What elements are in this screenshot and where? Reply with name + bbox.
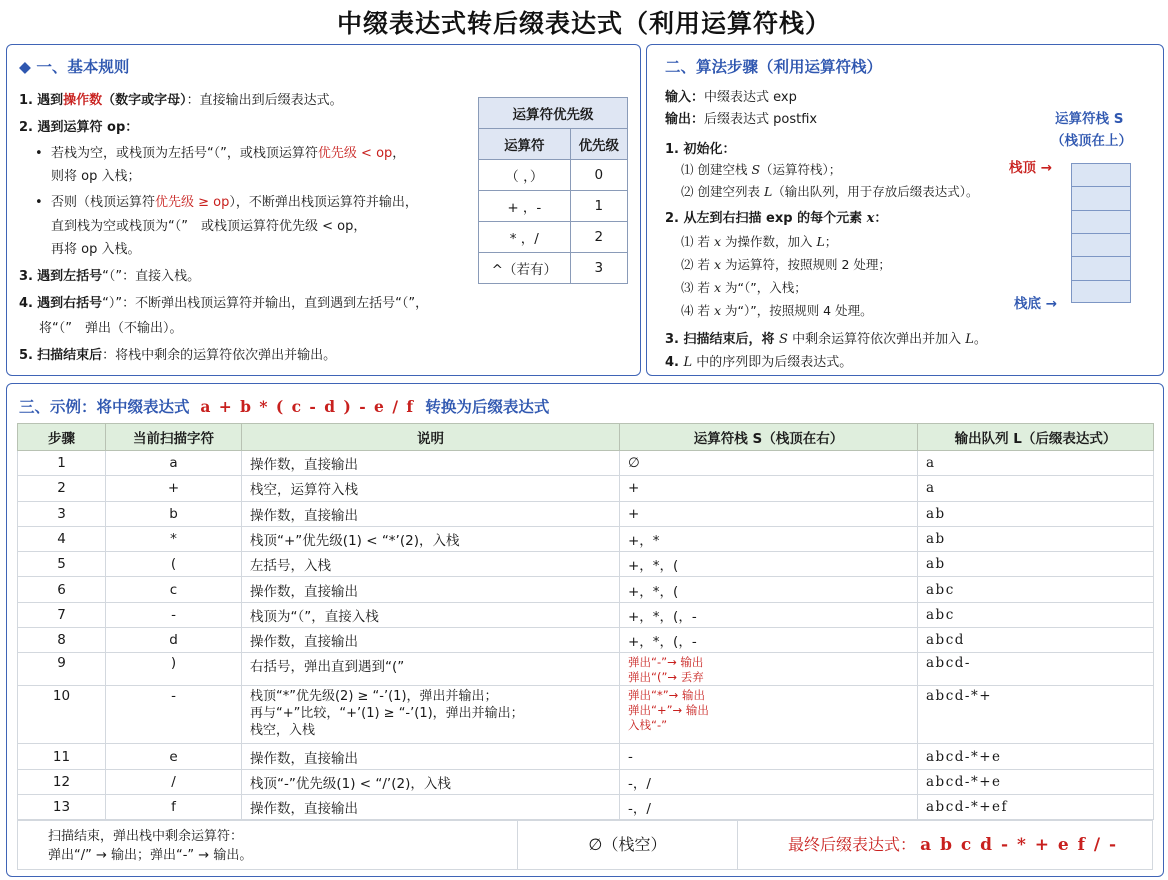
desc-line: 再与“+”比较，“+’(1) ≥ “-’(1)，弹出并输出； (250, 706, 524, 722)
rule-2-b2-line3: 再将 op 入栈。 (51, 242, 141, 257)
stack-cell: -，/ (620, 769, 918, 794)
rule-2-bullet-1 (35, 142, 405, 161)
step-1-1 (681, 160, 841, 178)
input-value: 中缀表达式 exp (704, 90, 797, 105)
desc-line: 栈顶“*”优先级(2) ≥ “-’(1)，弹出并输出； (250, 689, 498, 705)
header-step: 步骤 (18, 424, 106, 451)
stack-cell (620, 653, 918, 686)
step-1-1-tail: （运算符栈）； (760, 162, 842, 177)
stack-cell: -，/ (620, 794, 918, 819)
header-char: 当前扫描字符 (106, 424, 242, 451)
stack-slot (1072, 211, 1130, 234)
step-3-a: 3. 扫描结束后，将 (665, 332, 780, 347)
step-2-3 (681, 278, 807, 296)
rules-panel (6, 44, 641, 376)
step-4 (665, 351, 852, 370)
output-cell: a (918, 476, 1154, 501)
step-1: 1. 初始化： (665, 142, 736, 157)
table-row (18, 744, 1154, 769)
priority-header-operator: 运算符 (479, 129, 571, 160)
stack-top-label: 栈顶 → (1009, 160, 1053, 176)
char-cell: ) (106, 653, 242, 686)
var-s: S (751, 162, 761, 177)
stack-action: 弹出“+”→ 输出 (628, 703, 709, 718)
output-cell: ab (918, 501, 1154, 526)
desc-cell: 栈顶“-”优先级(1) < “/’(2)，入栈 (242, 769, 620, 794)
stack-cell: + (620, 476, 918, 501)
priority-level: 3 (570, 253, 627, 284)
stack-cell: + (620, 501, 918, 526)
desc-cell: 操作数，直接输出 (242, 628, 620, 653)
final-result-label: 最终后缀表达式： (788, 835, 917, 854)
desc-cell: 右括号，弹出直到遇到“(” (242, 653, 620, 686)
step-cell: 3 (18, 501, 106, 526)
priority-level: 1 (570, 191, 627, 222)
algorithm-input (665, 86, 797, 105)
stack-bottom-label: 栈底 → (1014, 296, 1058, 312)
desc-cell: 操作数，直接输出 (242, 577, 620, 602)
summary-line-1: 扫描结束，弹出栈中剩余运算符： (48, 829, 244, 844)
stack-action: 入栈“-” (628, 718, 668, 733)
output-cell: abcd-*+ (918, 686, 1154, 744)
table-row (18, 577, 1154, 602)
step-cell: 6 (18, 577, 106, 602)
step-4-c: 中的序列即为后缀表达式。 (692, 355, 853, 370)
stack-slot (1072, 234, 1130, 257)
stack-action: 弹出“*”→ 输出 (628, 688, 705, 703)
var-x: x (713, 303, 722, 318)
rule-2-b1-priority: 优先级 < op (317, 146, 393, 161)
output-cell: a (918, 451, 1154, 476)
rule-1 (19, 89, 343, 108)
table-row (18, 552, 1154, 577)
rule-5 (19, 344, 336, 363)
step-cell: 10 (18, 686, 106, 744)
rule-1-note: （数字或字母） (102, 93, 187, 108)
table-row (18, 794, 1154, 819)
step-2-3-a: ⑶ 若 (681, 280, 714, 295)
stack-cell: +，* (620, 526, 918, 551)
rule-5-text: ：将栈中剩余的运算符依次弹出并输出。 (102, 348, 337, 363)
rule-2-number: 2. (19, 120, 33, 135)
rule-2-bullet-2 (35, 191, 418, 210)
output-cell: abcd-*+ef (918, 794, 1154, 819)
step-2-1-c: 为操作数，加入 (721, 234, 817, 249)
example-expression: a + b * ( c - d ) - e / f (200, 397, 415, 416)
summary-row (17, 820, 1153, 870)
char-cell: e (106, 744, 242, 769)
stack-cell: +，*，( (620, 552, 918, 577)
rule-4-lead: 遇到右括号 (37, 296, 103, 311)
desc-line: 栈空，入栈 (250, 723, 316, 739)
char-cell: f (106, 794, 242, 819)
output-label: 输出： (665, 112, 705, 127)
stack-action: 弹出“-”→ 输出 (628, 655, 704, 670)
var-x: x (713, 234, 722, 249)
step-cell: 8 (18, 628, 106, 653)
step-3-c: 中剩余运算符依次弹出并加入 (787, 332, 966, 347)
var-x: x (866, 211, 875, 226)
table-row (18, 476, 1154, 501)
rule-1-number: 1. (19, 93, 33, 108)
stack-slot (1072, 187, 1130, 210)
var-s: S (779, 332, 788, 347)
stack-action: 弹出“(”→ 丢弃 (628, 670, 704, 685)
priority-table (478, 97, 628, 284)
rule-2-b1-line2: 则将 op 入栈； (51, 169, 141, 184)
priority-level: 0 (570, 160, 627, 191)
page-title: 中缀表达式转后缀表达式（利用运算符栈） (336, 9, 831, 38)
priority-operator: （ ，） (479, 160, 571, 191)
algorithm-output (665, 108, 817, 127)
rule-2-b2-text: 否则（栈顶运算符 (50, 195, 155, 210)
step-cell: 13 (18, 794, 106, 819)
char-cell: + (106, 476, 242, 501)
bullet-icon: • (35, 146, 43, 161)
table-row (18, 653, 1154, 686)
rules-heading: ◆ 一、基本规则 (19, 58, 130, 76)
header-stack: 运算符栈 S（栈顶在右） (620, 424, 918, 451)
step-cell: 1 (18, 451, 106, 476)
step-2-1 (681, 232, 837, 250)
table-row (18, 769, 1154, 794)
desc-cell: 栈空，运算符入栈 (242, 476, 620, 501)
rule-3-text: “（”：直接入栈。 (102, 269, 201, 284)
stack-cell: +，*，(，- (620, 602, 918, 627)
char-cell: ( (106, 552, 242, 577)
char-cell: - (106, 602, 242, 627)
rule-2-lead: 遇到运算符 op： (37, 120, 139, 135)
priority-row (479, 222, 628, 253)
step-3-e: 。 (973, 332, 987, 347)
header-desc: 说明 (242, 424, 620, 451)
rule-2-b2-line2: 直到栈为空或栈顶为“（” 或栈顶运算符优先级 < op， (51, 219, 367, 234)
rule-1-lead: 遇到 (37, 93, 64, 108)
stack-cell: - (620, 744, 918, 769)
step-3 (665, 328, 987, 347)
step-1-2 (681, 182, 979, 200)
rule-5-lead: 扫描结束后 (37, 348, 103, 363)
desc-cell: 操作数，直接输出 (242, 744, 620, 769)
char-cell: - (106, 686, 242, 744)
desc-cell: 操作数，直接输出 (242, 794, 620, 819)
table-row (18, 628, 1154, 653)
char-cell: c (106, 577, 242, 602)
final-result (738, 821, 1152, 869)
desc-cell: 操作数，直接输出 (242, 451, 620, 476)
output-cell: ab (918, 526, 1154, 551)
stack-slot (1072, 257, 1130, 280)
step-1-1-text: ⑴ 创建空栈 (681, 162, 752, 177)
stack-diagram (1071, 163, 1131, 303)
output-cell: abcd (918, 628, 1154, 653)
step-cell: 7 (18, 602, 106, 627)
example-table (17, 423, 1154, 820)
rule-5-number: 5. (19, 348, 33, 363)
step-cell: 9 (18, 653, 106, 686)
example-heading-b: 转换为后缀表达式 (425, 398, 550, 416)
priority-row (479, 253, 628, 284)
step-cell: 11 (18, 744, 106, 769)
rule-1-text: ：直接输出到后缀表达式。 (186, 93, 343, 108)
char-cell: * (106, 526, 242, 551)
rule-2-b2-priority: 优先级 ≥ op (154, 195, 230, 210)
priority-level: 2 (570, 222, 627, 253)
step-2-2-a: ⑵ 若 (681, 257, 714, 272)
stack-cell: +，*，(，- (620, 628, 918, 653)
desc-cell: 左括号，入栈 (242, 552, 620, 577)
priority-operator: + ，- (479, 191, 571, 222)
step-4-a: 4. (665, 355, 684, 370)
output-cell: ab (918, 552, 1154, 577)
char-cell: b (106, 501, 242, 526)
stack-title: 运算符栈 S (1055, 111, 1124, 127)
step-2-4 (681, 301, 873, 319)
example-panel (6, 383, 1164, 877)
rule-3-lead: 遇到左括号 (37, 269, 103, 284)
priority-table-caption: 运算符优先级 (479, 98, 628, 129)
priority-header-level: 优先级 (570, 129, 627, 160)
var-l: L (763, 184, 773, 199)
step-2-4-c: 为“）”，按照规则 4 处理。 (721, 303, 873, 318)
step-2-1-a: ⑴ 若 (681, 234, 714, 249)
empty-stack-label: ∅（栈空） (518, 821, 738, 869)
priority-row (479, 160, 628, 191)
rule-2-b1-tail: ， (392, 146, 406, 161)
step-cell: 5 (18, 552, 106, 577)
table-row (18, 501, 1154, 526)
stack-cell (620, 686, 918, 744)
priority-row (479, 191, 628, 222)
output-cell: abcd-*+e (918, 769, 1154, 794)
input-label: 输入： (665, 90, 705, 105)
final-result-value: a b c d - * + e f / - (920, 835, 1118, 855)
rule-3 (19, 265, 200, 284)
algorithm-panel (646, 44, 1164, 376)
step-2-1-e: ； (824, 234, 838, 249)
step-2-4-a: ⑷ 若 (681, 303, 714, 318)
example-heading (19, 395, 549, 417)
output-cell: abc (918, 577, 1154, 602)
desc-cell: 操作数，直接输出 (242, 501, 620, 526)
stack-subtitle: （栈顶在上） (1051, 133, 1132, 149)
rule-2-b2-tail: ），不断弹出栈顶运算符并输出， (229, 195, 418, 210)
algorithm-heading: 二、算法步骤（利用运算符栈） (665, 58, 883, 76)
step-2-2-c: 为运算符，按照规则 2 处理； (721, 257, 891, 272)
step-1-2-text: ⑵ 创建空列表 (681, 184, 764, 199)
char-cell: a (106, 451, 242, 476)
step-cell: 4 (18, 526, 106, 551)
priority-operator: ^（若有） (479, 253, 571, 284)
rule-2 (19, 116, 138, 135)
stack-slot (1072, 281, 1130, 304)
table-row (18, 686, 1154, 744)
rule-1-operand: 操作数 (63, 93, 103, 108)
summary-line-2: 弹出“/” → 输出；弹出“-” → 输出。 (48, 848, 253, 863)
desc-cell: 栈顶为“（”，直接入栈 (242, 602, 620, 627)
var-l: L (816, 234, 825, 249)
output-value: 后缀表达式 postfix (704, 112, 818, 127)
char-cell: / (106, 769, 242, 794)
desc-cell: 栈顶“+”优先级(1) < “*’(2)，入栈 (242, 526, 620, 551)
desc-cell (242, 686, 620, 744)
rule-4-number: 4. (19, 296, 33, 311)
var-x: x (713, 257, 722, 272)
rule-2-b1-text: 若栈为空，或栈顶为左括号“（”，或栈顶运算符 (50, 146, 318, 161)
stack-slot (1072, 164, 1130, 187)
table-row (18, 526, 1154, 551)
var-l: L (965, 332, 974, 347)
summary-text (18, 821, 518, 869)
rule-4-line2: 将“（” 弹出（不输出）。 (39, 321, 183, 336)
stack-cell: ∅ (620, 451, 918, 476)
output-cell: abcd- (918, 653, 1154, 686)
output-cell: abcd-*+e (918, 744, 1154, 769)
step-2-3-c: 为“（”，入栈； (721, 280, 807, 295)
table-row (18, 451, 1154, 476)
step-1-2-tail: （输出队列，用于存放后缀表达式）。 (772, 184, 979, 199)
var-l: L (683, 355, 693, 370)
step-cell: 12 (18, 769, 106, 794)
var-x: x (713, 280, 722, 295)
stack-cell: +，*，( (620, 577, 918, 602)
rule-4 (19, 292, 428, 311)
step-2 (665, 207, 887, 226)
char-cell: d (106, 628, 242, 653)
priority-operator: * ，/ (479, 222, 571, 253)
output-cell: abc (918, 602, 1154, 627)
step-2-tail: ： (874, 211, 888, 226)
example-heading-a: 三、示例：将中缀表达式 (19, 398, 190, 416)
step-2-2 (681, 255, 891, 273)
rule-3-number: 3. (19, 269, 33, 284)
step-cell: 2 (18, 476, 106, 501)
step-2-text: 2. 从左到右扫描 exp 的每个元素 (665, 211, 867, 226)
table-row (18, 602, 1154, 627)
bullet-icon: • (35, 195, 43, 210)
rule-4-text: “）”：不断弹出栈顶运算符并输出，直到遇到左括号“（”， (102, 296, 429, 311)
header-output: 输出队列 L（后缀表达式） (918, 424, 1154, 451)
